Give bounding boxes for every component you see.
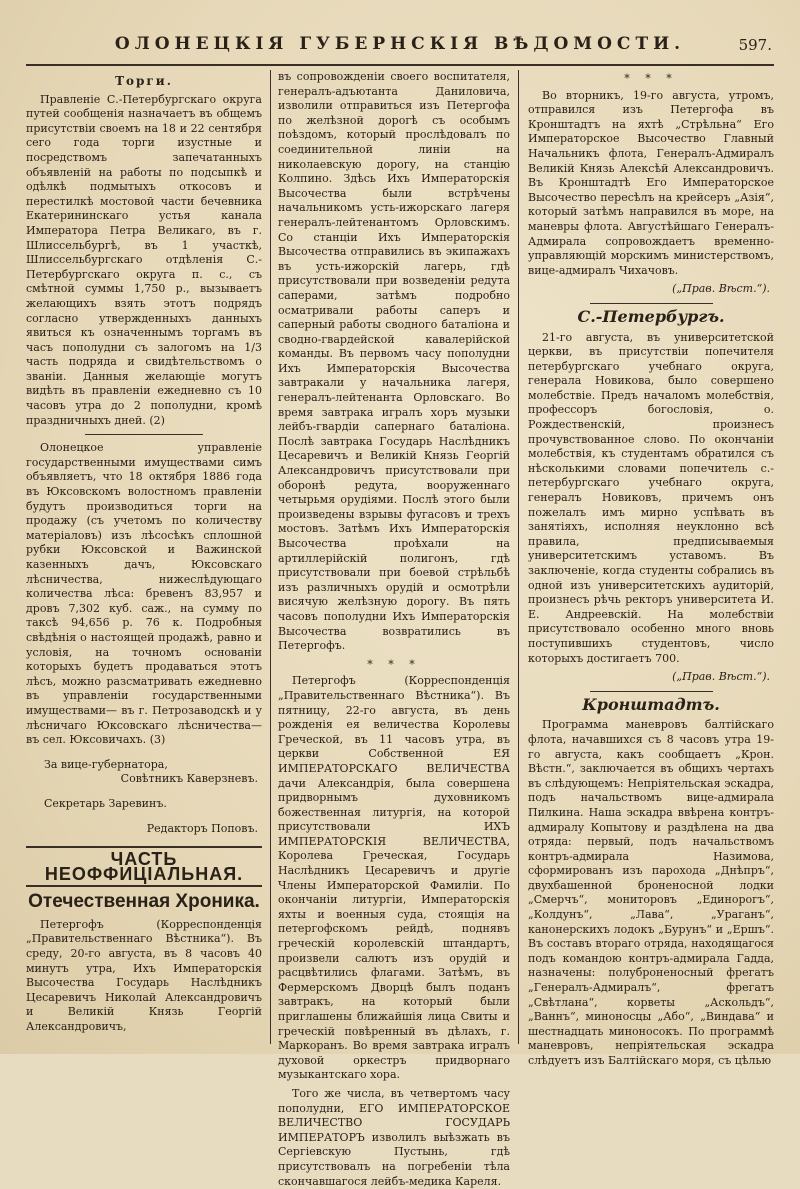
chronicle-heading: Отечественная Хроника. xyxy=(28,891,260,913)
chronicle-paragraph: Петергофъ (Корреспонденція „Правительственнаго Вѣстника“). Въ среду, 20-го августа, въ 8 часовъ 40 минутъ утра, Ихъ Императорскія Высочества Государь Наслѣдникъ Цесаревичъ Николай Александровичъ и Великій Князь Георгій Александровичъ, xyxy=(26,917,262,1034)
column-divider-2 xyxy=(518,70,519,1044)
page-number: 597. xyxy=(738,36,772,54)
section-stars: * * * xyxy=(624,72,678,85)
torgi-heading: Торги. xyxy=(115,74,173,88)
page-header xyxy=(26,28,774,66)
column-divider-1 xyxy=(270,70,271,1044)
divider xyxy=(85,434,203,435)
torgi-notice-2-num: (3) xyxy=(149,733,166,747)
spb-report: 21-го августа, въ университетской церкви, въ присутствіи попечителя петербургскаго учебнаго округа, генерала Новикова, было совершено молебствіе. Предъ началомъ молебствія, профессоръ богословія, о. Рождественскій, произнесъ прочувствованное слово. По окончаніи молебствія, къ студентамъ обратился съ нѣсколькими словами попечитель с.-петербургскаго учебнаго округа, генералъ Новиковъ, причемъ онъ пожелалъ имъ мирно успѣвать въ занятіяхъ, исполняя неуклонно всѣ правила, предписываемыя университетскимъ уставомъ. Въ заключеніе, когда студенты собрались въ одной изъ университетскихъ аудиторій, произнесъ рѣчь ректоръ университета И. Е. Андреевскій. На молебствіи присутствовало особенно много вновь поступившихъ студентовъ, число которыхъ достигаетъ 700. xyxy=(528,330,774,665)
newspaper-title: ОЛОНЕЦКІЯ ГУБЕРНСКІЯ ВѢДОМОСТИ. xyxy=(114,34,686,54)
chronicle-continuation: въ сопровожденіи своего воспитателя, генералъ-адъютанта Даниловича, изволили отправиться изъ Петергофа по желѣзной дорогѣ съ особымъ поѣздомъ, который прослѣдовалъ по соединительной линіи на николаевскую дорогу, на станцію Колпино. Здѣсь Ихъ Императорскія Высочества были встрѣчены начальникомъ усть-ижорскаго лагеря генералъ-лейтенантомъ Орловскимъ. Со станціи Ихъ Императорскія Высочества отправились въ экипажахъ въ усть-ижорскій лагерь, гдѣ присутствовали при возведеніи редута саперами, затѣмъ подробно осматривали работы саперъ и саперный работы сводного баталіона и сводно-гвардейской кавалерійской команды. Въ первомъ часу пополудни Ихъ Императорскія Высочества завтракали у начальника лагеря, генералъ-лейтенанта Орловскаго. Во время завтрака игралъ хоръ музыки лейбъ-гвардіи сапернаго баталіона. Послѣ завтрака Государь Наслѣдникъ Цесаревичъ и Великій Князь Георгій Александровичъ присутствовали при оборонѣ редута, вооруженнаго четырьмя орудіями. Послѣ этого были произведены взрывы фугасовъ и трехъ мостовъ. Затѣмъ Ихъ Императорскія Высочества проѣхали на артиллерійскій полигонъ, гдѣ присутствовали при боевой стрѣльбѣ изъ различныхъ орудій и осмотрѣли висячую желѣзную дорогу. Въ пять часовъ пополудни Ихъ Императорскія Высочества возвратились въ Петергофъ. xyxy=(278,70,510,653)
kronstadt-report: Программа маневровъ балтійскаго флота, начавшихся съ 8 часовъ утра 19-го августа, какъ сообщаетъ „Крон. Вѣстн.“, заключается въ общихъ чертахъ въ слѣдующемъ: Непріятельская эскадра, подъ начальствомъ вице-адмирала Пилкина. Наша эскадра ввѣрена контръ-адмиралу Копытову и раздѣлена на два отряда: первый, подъ начальствомъ контръ-адмирала Назимова, сформированъ изъ парохода „Днѣпръ“, двухбашенной броненосной лодки „Смерчъ“, мониторовъ „Единорогъ“, „Колдунъ“, „Лава“, „Ураганъ“, канонерскихъ лодокъ „Бурунъ“ и „Ершъ“. Въ составъ втораго отряда, находящагося подъ командою контръ-адмирала Гадда, назначены: полуброненосный фрегатъ „Генералъ-Адмиралъ“, фрегатъ „Свѣтлана“, корветы „Аскольдъ“, „Ваннъ“, миноносцы „Або“, „Виндава“ и шестнадцать миноносокъ. По программѣ маневровъ, непріятельская эскадра слѣдуетъ изъ Балтійскаго моря, съ цѣлью xyxy=(528,718,774,1067)
source-citation: („Прав. Вѣст.“). xyxy=(672,670,770,684)
column-1 xyxy=(26,70,262,1044)
torgi-notice-2 xyxy=(26,441,262,747)
divider xyxy=(590,303,713,304)
torgi-notice-1 xyxy=(26,93,262,429)
peterhof-report: Петергофъ (Корреспонденція „Правительственнаго Вѣстника“). Въ пятницу, 22-го августа, въ день рожденія ея величества Королевы Греческой, въ 11 часовъ утра, въ церкви Собственной ЕЯ ИМПЕРАТОРСКАГО ВЕЛИЧЕСТВА дачи Александрія, была совершена придворнымъ духовникомъ божественная литургія, на которой присутствовали ИХЪ ИМПЕРАТОРСКІЯ ВЕЛИЧЕСТВА, Королева Греческая, Государь Наслѣдникъ Цесаревичъ и другіе Члены Императорской Фамиліи. По окончаніи литургіи, Императорскія яхты и военныя суда, стоящія на петергофскомъ рейдѣ, поднявъ греческій королевскій штандартъ, произвели салютъ изъ орудій и расцвѣтились флагами. Затѣмъ, въ Фермерскомъ Дворцѣ былъ поданъ завтракъ, на который были приглашены ближайшія лица Свиты и греческій повѣренный въ дѣлахъ, г. Маркоранъ. Во время завтрака игралъ духовой оркестръ придворнаго музыкантскаго хора. xyxy=(278,674,510,1082)
section-stars: * * * xyxy=(367,657,421,671)
source-citation: („Прав. Вѣст.“). xyxy=(672,282,770,296)
kronstadt-heading: Кронштадтъ. xyxy=(582,694,720,714)
column-2 xyxy=(278,70,510,1188)
signature-vice-governor: За вице-губернатора, xyxy=(44,757,168,771)
torgi-notice-1-text: Правленіе С.-Петербургскаго округа путей сообщенія назначаетъ въ общемъ присутствіи своемъ на 18 и 22 сентября сего года торги изустные и посредствомъ запечатанныхъ объявленій на работы по подсыпкѣ и одѣлкѣ подмытыхъ откосовъ и перестилкѣ мостовой части бечевника Екатерининскаго устья канала Императора Петра Великаго, въ г. Шлиссельбургѣ, въ 1 участкѣ, Шлиссельбургскаго отдѣленія С.-Петербургскаго округа п. с., съ смѣтной суммы 1,750 р., вызываетъ желающихъ взять этотъ подрядъ согласно утвержденныхъ данныхъ явиться къ означеннымъ торгамъ въ часъ пополудни съ залогомъ на 1/3 часть подряда и свидѣтельствомъ о званіи. Данныя желающіе могутъ видѣть въ правленіи ежедневно съ 10 часовъ утра до 2 пополудни, кромѣ праздничныхъ дней. xyxy=(26,92,262,427)
torgi-notice-1-num: (2) xyxy=(149,413,165,427)
signature-secretary: Секретарь Заревинъ. xyxy=(44,796,167,810)
unofficial-part-heading: ЧАСТЬ НЕОФФИЦІАЛЬНАЯ. xyxy=(26,846,262,887)
columns xyxy=(26,70,774,1188)
kronstadt-departure: Во вторникъ, 19-го августа, утромъ, отправился изъ Петергофа въ Кронштадтъ на яхтѣ „Стрѣльна“ Его Императорское Высочество Главный Начальникъ флота, Генералъ-Адмиралъ Великій Князь Алексѣй Александровичъ. Въ Кронштадтѣ Его Императорское Высочество пересѣлъ на крейсеръ „Азія“, который затѣмъ направился въ море, на маневры флота. Августѣйшаго Генералъ-Адмирала сопровождаетъ временно-управляющій морскимъ министерствомъ, вице-адмиралъ Чихачовъ. xyxy=(528,88,774,277)
signature-editor: Редакторъ Поповъ. xyxy=(146,821,258,835)
divider xyxy=(590,691,713,692)
peterhof-report-2: Того же числа, въ четвертомъ часу пополудни, ЕГО ИМПЕРАТОРСКОЕ ВЕЛИЧЕСТВО ГОСУДАРЬ ИМПЕРАТОРЪ изволилъ выѣзжать въ Сергіевскую Пустынь, гдѣ присутствовалъ на погребеніи тѣла скончавшагося лейбъ-медика Кареля. xyxy=(278,1086,510,1188)
spb-heading: С.-Петербургъ. xyxy=(577,306,725,326)
column-3 xyxy=(528,70,774,1067)
signature-councillor: Совѣтникъ Каверзневъ. xyxy=(120,772,258,786)
torgi-notice-2-text: Олонецкое управленіе государственными имуществами симъ объявляетъ, что 18 октября 1886 года въ Юксовскомъ волостномъ правленіи будутъ производиться торги на продажу (съ учетомъ по количеству матеріаловъ) изъ лѣсосѣкъ сплошной рубки Юксовской и Важинской казенныхъ дачъ, Юксовскаго лѣсничества, нижеслѣдующаго количества лѣса: бревенъ 83,957 и дровъ 7,302 куб. саж., на сумму по таксѣ 94,656 р. 76 к. Подробныя свѣдѣнія о настоящей продажѣ, равно и условія, на точномъ основаніи которыхъ будетъ продаваться этотъ лѣсъ, можно разсматривать ежедневно въ управленіи государственными имуществами— въ г. Петрозаводскѣ и у лѣсничаго Юксовскаго лѣсничества—въ сел. Юксовичахъ. xyxy=(26,441,262,747)
